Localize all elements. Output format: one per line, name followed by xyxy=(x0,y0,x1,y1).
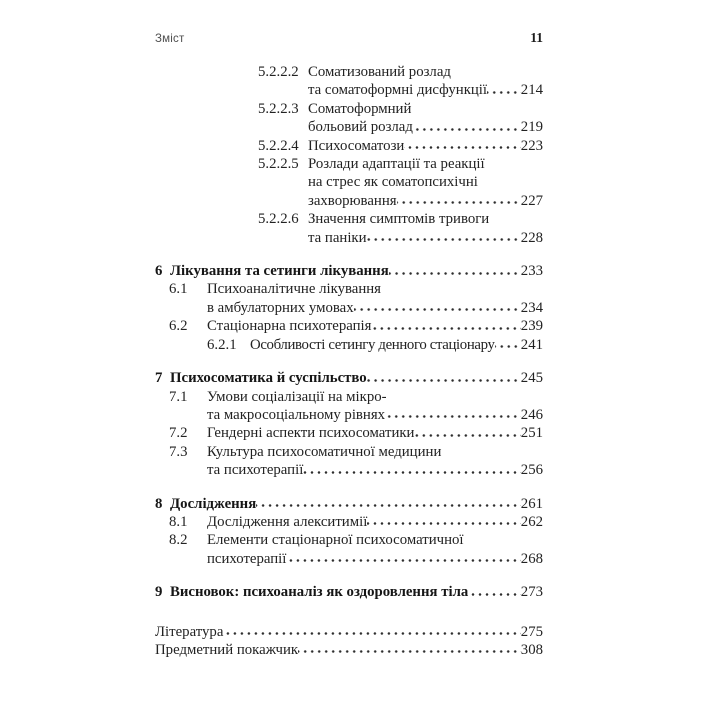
dot-leader xyxy=(389,264,521,275)
entry-page-number: 214 xyxy=(520,82,543,99)
toc-entry-line xyxy=(155,336,543,354)
dot-leader xyxy=(367,231,521,242)
toc-entry-line xyxy=(155,229,543,247)
entry-page-number: 256 xyxy=(520,462,543,479)
entry-title: Гендерні аспекти психосоматики xyxy=(207,425,415,442)
section-number: 5.2.2.3 xyxy=(258,100,299,117)
entry-page-number: 227 xyxy=(520,192,543,209)
section-number: 5.2.2.5 xyxy=(258,156,299,173)
dot-leader xyxy=(397,194,521,205)
toc-entry-line xyxy=(155,424,543,442)
entry-title: в амбулаторних умовах xyxy=(207,299,354,316)
entry-title: на стрес як соматопсихічні xyxy=(308,174,478,191)
entry-title: Особливості сетингу денного стаціонару xyxy=(250,336,495,353)
toc-entry-line xyxy=(155,192,543,210)
entry-title: та психотерапії xyxy=(207,462,304,479)
toc-entry-line xyxy=(155,63,543,81)
entry-title: Дослідження xyxy=(170,495,257,512)
entry-title: Предметний покажчик xyxy=(155,641,299,658)
toc-entry-line xyxy=(155,299,543,317)
toc-entry-line xyxy=(155,641,543,659)
entry-page-number: 234 xyxy=(520,299,543,316)
toc xyxy=(155,63,543,659)
entry-title: Психосоматика й суспільство xyxy=(170,370,367,387)
toc-entry-line xyxy=(155,81,543,99)
section-number: 8.2 xyxy=(169,532,188,549)
toc-entry-line xyxy=(155,118,543,136)
entry-page-number: 223 xyxy=(520,137,543,154)
entry-page-number: 241 xyxy=(520,336,543,353)
toc-entry-line xyxy=(155,513,543,531)
section-number: 6.2.1 xyxy=(207,336,237,353)
entry-title: Значення симптомів тривоги xyxy=(308,211,490,228)
section-number: 9 xyxy=(155,584,163,601)
entry-title: Висновок: психоаналіз як оздоровлення тіла xyxy=(170,584,469,601)
dot-leader xyxy=(367,515,520,526)
entry-page-number: 246 xyxy=(520,406,543,423)
entry-page-number: 228 xyxy=(520,229,543,246)
entry-title: Умови соціалізації на мікро- xyxy=(207,388,387,405)
entry-page-number: 273 xyxy=(520,584,543,601)
section-number: 5.2.2.2 xyxy=(258,64,299,80)
entry-title: Лікування та сетинги лікування xyxy=(170,263,389,280)
dot-leader xyxy=(414,426,520,437)
toc-group xyxy=(155,623,543,660)
toc-entry-line xyxy=(155,406,543,424)
dot-leader xyxy=(286,552,520,563)
section-number: 7.2 xyxy=(169,425,188,442)
dot-leader xyxy=(468,585,521,596)
entry-title: та соматоформні дисфункції xyxy=(308,82,488,99)
toc-entry-line xyxy=(155,443,543,461)
dot-leader xyxy=(223,625,520,636)
toc-entry-line xyxy=(155,173,543,191)
toc-entry-line xyxy=(155,623,543,641)
dot-leader xyxy=(495,338,521,349)
entry-title: Психоаналітичне лікування xyxy=(207,281,381,298)
entry-page-number: 239 xyxy=(520,318,543,335)
toc-entry-line xyxy=(155,461,543,479)
toc-entry-line xyxy=(155,262,543,280)
toc-entry-line xyxy=(155,100,543,118)
entry-title: Елементи стаціонарної психосоматичної xyxy=(207,532,464,549)
toc-entry-line xyxy=(155,137,543,155)
entry-title: та макросоціальному рівнях xyxy=(207,406,386,423)
toc-group xyxy=(155,63,543,247)
page-header xyxy=(155,30,543,46)
entry-title: Розлади адаптації та реакції xyxy=(308,156,485,173)
page-number: 11 xyxy=(530,30,543,45)
toc-entry-line xyxy=(155,369,543,387)
section-number: 7 xyxy=(155,370,163,387)
entry-title: больовий розлад xyxy=(308,119,413,136)
toc-group xyxy=(155,262,543,354)
section-number: 6.2 xyxy=(169,318,188,335)
entry-title: Стаціонарна психотерапія xyxy=(207,318,372,335)
entry-page-number: 245 xyxy=(520,370,543,387)
toc-group xyxy=(155,583,543,601)
toc-entry-line xyxy=(155,210,543,228)
entry-title: Соматоформний xyxy=(308,100,412,117)
entry-page-number: 268 xyxy=(520,550,543,567)
toc-entry-line xyxy=(155,531,543,549)
section-number: 5.2.2.4 xyxy=(258,137,299,154)
entry-title: Соматизований розлад xyxy=(308,64,451,80)
dot-leader xyxy=(256,497,521,508)
dot-leader xyxy=(404,139,520,150)
dot-leader xyxy=(367,371,521,382)
running-title: Зміст xyxy=(155,33,185,45)
toc-entry-line xyxy=(155,550,543,568)
entry-title: захворювання xyxy=(308,192,397,209)
entry-page-number: 261 xyxy=(520,495,543,512)
section-number: 7.3 xyxy=(169,443,188,460)
section-number: 8.1 xyxy=(169,513,188,530)
dot-leader xyxy=(303,463,520,474)
dot-leader xyxy=(354,301,521,312)
entry-title: та паніки xyxy=(308,229,367,246)
toc-entry-line xyxy=(155,583,543,601)
dot-leader xyxy=(298,643,521,654)
entry-page-number: 308 xyxy=(520,641,543,658)
section-number: 6 xyxy=(155,263,163,280)
section-number: 8 xyxy=(155,495,163,512)
entry-page-number: 233 xyxy=(520,263,543,280)
entry-page-number: 275 xyxy=(520,623,543,640)
dot-leader xyxy=(385,408,521,419)
entry-page-number: 219 xyxy=(520,119,543,136)
entry-page-number: 251 xyxy=(520,425,543,442)
entry-title: Культура психосоматичної медицини xyxy=(207,443,442,460)
section-number: 5.2.2.6 xyxy=(258,211,299,228)
dot-leader xyxy=(371,319,520,330)
toc-entry-line xyxy=(155,317,543,335)
entry-title: Психосоматози xyxy=(308,137,405,154)
dot-leader xyxy=(413,120,521,131)
section-number: 7.1 xyxy=(169,388,188,405)
dot-leader xyxy=(487,83,521,94)
entry-title: Дослідження алекситимії xyxy=(207,513,368,530)
toc-group xyxy=(155,369,543,479)
section-number: 6.1 xyxy=(169,281,188,298)
entry-title: Література xyxy=(155,623,224,640)
toc-entry-line xyxy=(155,495,543,513)
entry-title: психотерапії xyxy=(207,550,287,567)
toc-entry-line xyxy=(155,155,543,173)
toc-entry-line xyxy=(155,388,543,406)
toc-entry-line xyxy=(155,280,543,298)
entry-page-number: 262 xyxy=(520,513,543,530)
toc-group xyxy=(155,495,543,569)
